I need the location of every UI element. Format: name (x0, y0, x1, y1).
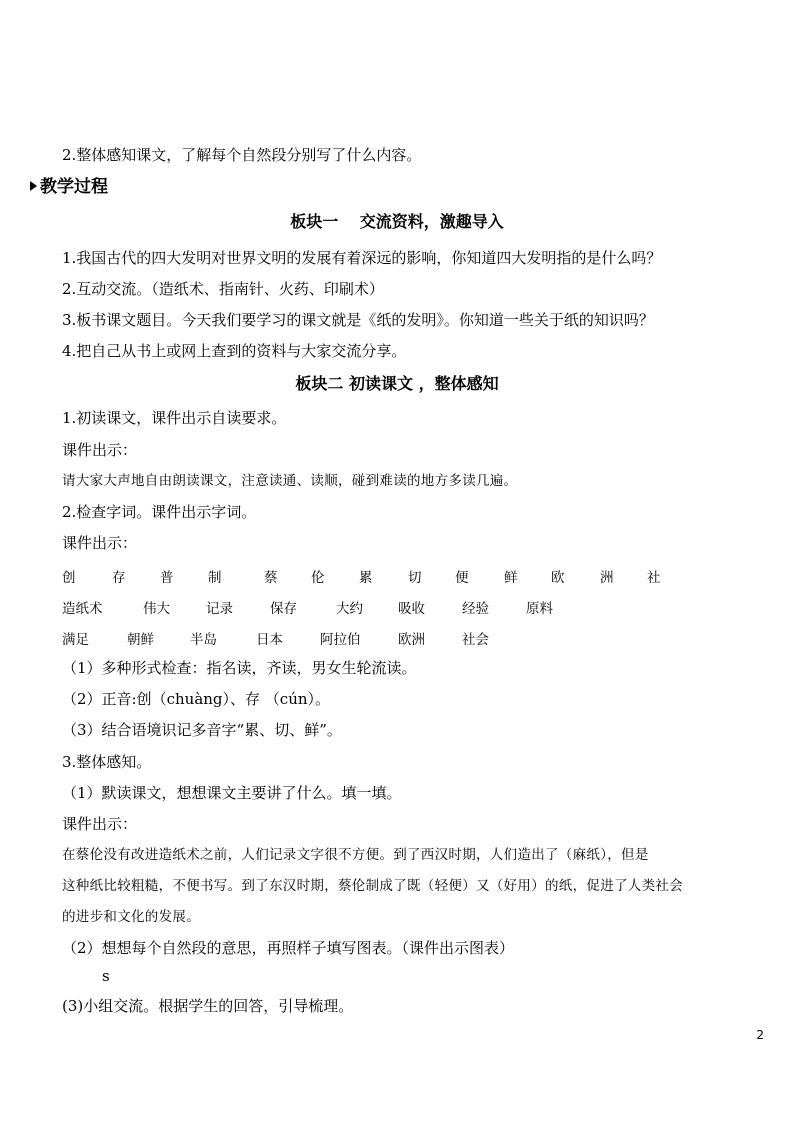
word-item: 保存 (270, 601, 297, 617)
char-item: 社 (647, 570, 661, 586)
word-item: 造纸术 (62, 601, 103, 617)
word-item: 经验 (462, 601, 489, 617)
triangle-bullet-icon (30, 181, 37, 191)
char-item: 普 (160, 570, 174, 586)
courseware-label: 课件出示： (62, 534, 138, 552)
block2-title: 板块二 初读课文 ，整体感知 (295, 374, 499, 393)
word-item: 日本 (256, 632, 283, 648)
char-item: 便 (455, 570, 469, 586)
passage-line: 在蔡伦没有改进造纸术之前，人们记录文字很不方便。到了西汉时期，人们造出了（麻纸），但是 (62, 847, 649, 863)
teaching-goal-2: 2.整体感知课文，了解每个自然段分别写了什么内容。 (62, 146, 422, 164)
check-2: （2）正音:创（chuàng）、存 （cún）。 (62, 690, 331, 708)
check-1: （1）多种形式检查：指名读，齐读，男女生轮流读。 (62, 659, 417, 677)
word-item: 伟大 (143, 601, 170, 617)
char-item: 欧 (551, 570, 565, 586)
word-item: 社会 (462, 632, 489, 648)
courseware-label: 课件出示： (62, 441, 138, 459)
block1-title: 板块一 交流资料，激趣导入 (290, 212, 504, 231)
block1-item: 2.互动交流。（造纸术、指南针、火药、印刷术） (62, 280, 384, 298)
check-3: （3）结合语境识记多音字“累、切、鲜”。 (62, 721, 342, 739)
block1-item: 3.板书课文题目。今天我们要学习的课文就是《纸的发明》。你知道一些关于纸的知识吗？ (62, 311, 654, 329)
word-item: 欧洲 (398, 632, 425, 648)
section-heading (30, 177, 108, 197)
sense-2: （2）想想每个自然段的意思，再照样子填写图表。（课件出示图表） (62, 939, 515, 957)
word-item: 半岛 (190, 632, 217, 648)
char-item: 洲 (600, 570, 614, 586)
char-item: 存 (112, 570, 126, 586)
char-item: 切 (408, 570, 422, 586)
word-item: 吸收 (398, 601, 425, 617)
reading-requirement: 请大家大声地自由朗读课文，注意读通、读顺，碰到难读的地方多读几遍。 (62, 473, 518, 489)
char-item: 蔡 (264, 570, 278, 586)
sense-1: （1）默读课文，想想课文主要讲了什么。填一填。 (62, 784, 402, 802)
word-item: 大约 (336, 601, 363, 617)
section-title: 教学过程 (40, 177, 108, 197)
char-item: 制 (208, 570, 222, 586)
word-item: 阿拉伯 (320, 632, 361, 648)
passage-line: 这种纸比较粗糙，不便书写。到了东汉时期，蔡伦制成了既（轻便）又（好用）的纸，促进了人类社会 (62, 878, 683, 894)
stray-letter: s (102, 967, 110, 985)
word-item: 记录 (206, 601, 233, 617)
char-item: 鲜 (504, 570, 518, 586)
char-item: 创 (62, 570, 76, 586)
passage-line: 的进步和文化的发展。 (62, 909, 200, 925)
word-item: 原料 (526, 601, 553, 617)
page-number: 2 (756, 1028, 764, 1042)
step-1: 1.初读课文，课件出示自读要求。 (62, 409, 287, 427)
word-list-1 (0, 597, 794, 617)
block1-item: 4.把自己从书上或网上查到的资料与大家交流分享。 (62, 342, 407, 360)
sense-3: (3)小组交流。根据学生的回答，引导梳理。 (62, 997, 354, 1015)
courseware-label: 课件出示： (62, 815, 138, 833)
word-list-2 (0, 628, 794, 648)
step-3: 3.整体感知。 (62, 753, 152, 771)
char-list (0, 566, 794, 586)
word-item: 满足 (62, 632, 89, 648)
word-item: 朝鲜 (127, 632, 154, 648)
block1-item: 1.我国古代的四大发明对世界文明的发展有着深远的影响，你知道四大发明指的是什么吗？ (62, 249, 662, 267)
char-item: 累 (359, 570, 373, 586)
step-2: 2.检查字词。课件出示字词。 (62, 503, 257, 521)
char-item: 伦 (311, 570, 325, 586)
